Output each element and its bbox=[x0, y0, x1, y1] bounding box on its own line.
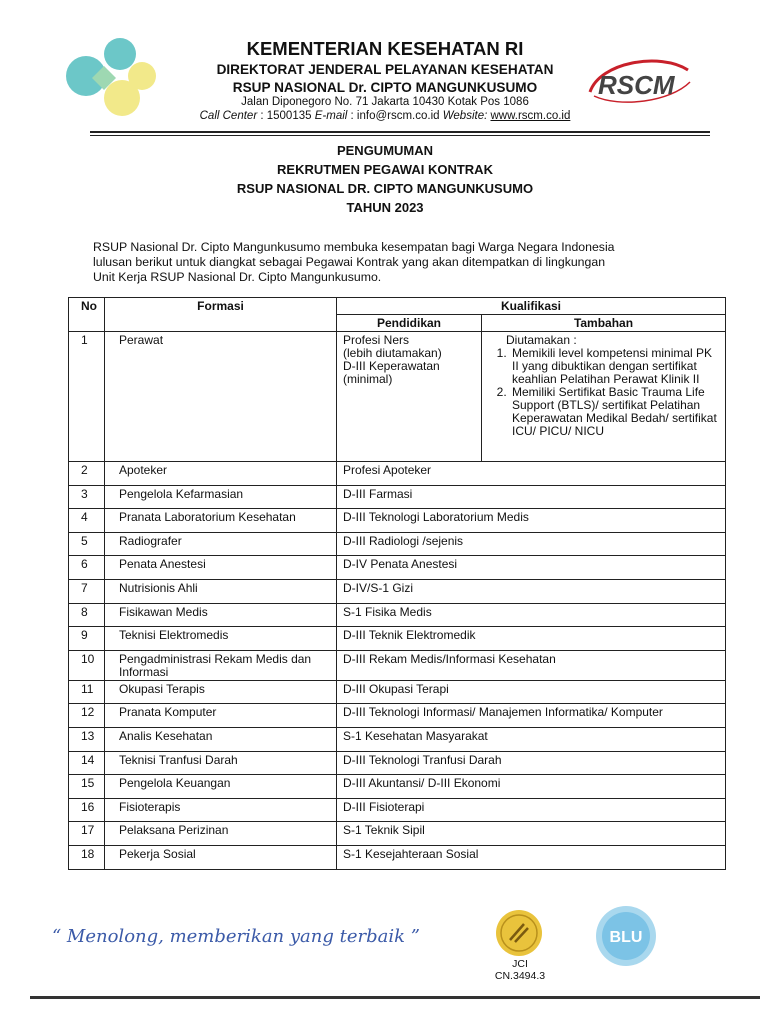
header-tambahan: Tambahan bbox=[482, 315, 726, 332]
announcement-year: TAHUN 2023 bbox=[346, 200, 424, 215]
footer-divider bbox=[30, 996, 760, 999]
cell-pendidikan: D-III Radiologi /sejenis bbox=[337, 532, 726, 556]
header-pendidikan: Pendidikan bbox=[337, 315, 482, 332]
table-row bbox=[69, 845, 726, 869]
pendidikan-line: (minimal) bbox=[343, 372, 393, 386]
cell-pendidikan: D-III Rekam Medis/Informasi Kesehatan bbox=[337, 650, 726, 680]
table-row bbox=[69, 627, 726, 651]
cell-pendidikan: S-1 Kesejahteraan Sosial bbox=[337, 845, 726, 869]
cell-formasi: Okupasi Terapis bbox=[105, 680, 337, 704]
table-row bbox=[69, 727, 726, 751]
cell-no: 15 bbox=[69, 775, 105, 799]
cell-formasi: Perawat bbox=[105, 332, 337, 462]
address: Jalan Diponegoro No. 71 Jakarta 10430 Kotak Pos 1086 bbox=[241, 96, 529, 108]
header-formasi: Formasi bbox=[105, 298, 337, 332]
cell-no: 6 bbox=[69, 556, 105, 580]
email-label: E-mail bbox=[314, 110, 348, 122]
cell-formasi: Fisioterapis bbox=[105, 798, 337, 822]
cell-pendidikan: D-III Teknologi Informasi/ Manajemen Informatika/ Komputer bbox=[337, 704, 726, 728]
cell-pendidikan: D-III Fisioterapi bbox=[337, 798, 726, 822]
cell-formasi: Penata Anestesi bbox=[105, 556, 337, 580]
table-row bbox=[69, 485, 726, 509]
cell-pendidikan: S-1 Fisika Medis bbox=[337, 603, 726, 627]
table-row bbox=[69, 798, 726, 822]
website-link[interactable]: www.rscm.co.id bbox=[490, 110, 571, 122]
hospital-name: RSUP NASIONAL Dr. CIPTO MANGUNKUSUMO bbox=[232, 80, 538, 95]
call-center-label: Call Center bbox=[199, 110, 258, 122]
cell-formasi: Pelaksana Perizinan bbox=[105, 822, 337, 846]
table-row bbox=[69, 556, 726, 580]
table-row bbox=[69, 704, 726, 728]
table-row bbox=[69, 751, 726, 775]
recruitment-table bbox=[68, 297, 726, 870]
rscm-logo bbox=[580, 52, 700, 108]
cell-no: 17 bbox=[69, 822, 105, 846]
announcement-title: PENGUMUMAN bbox=[336, 143, 434, 158]
cell-formasi: Pranata Komputer bbox=[105, 704, 337, 728]
cell-formasi: Nutrisionis Ahli bbox=[105, 579, 337, 603]
call-center-number: : 1500135 bbox=[260, 110, 312, 122]
cell-pendidikan: D-III Akuntansi/ D-III Ekonomi bbox=[337, 775, 726, 799]
table-row bbox=[69, 650, 726, 680]
cell-pendidikan: S-1 Teknik Sipil bbox=[337, 822, 726, 846]
table-row bbox=[69, 680, 726, 704]
cell-formasi: Pengadministrasi Rekam Medis dan Informasi bbox=[105, 650, 337, 680]
jci-code: CN.3494.3 bbox=[494, 970, 546, 982]
announcement-hospital: RSUP NASIONAL DR. CIPTO MANGUNKUSUMO bbox=[236, 181, 534, 196]
intro-line: Unit Kerja RSUP Nasional Dr. Cipto Mangunkusumo. bbox=[93, 270, 382, 284]
cell-formasi: Radiografer bbox=[105, 532, 337, 556]
tambahan-intro: Diutamakan : bbox=[506, 333, 577, 347]
cell-no: 12 bbox=[69, 704, 105, 728]
cell-formasi: Apoteker bbox=[105, 462, 337, 486]
cell-no: 8 bbox=[69, 603, 105, 627]
cell-no: 4 bbox=[69, 509, 105, 533]
table-row bbox=[69, 509, 726, 533]
tambahan-list bbox=[510, 347, 719, 438]
cell-pendidikan: S-1 Kesehatan Masyarakat bbox=[337, 727, 726, 751]
table-row bbox=[69, 532, 726, 556]
table-row bbox=[69, 775, 726, 799]
cell-formasi: Pranata Laboratorium Kesehatan bbox=[105, 509, 337, 533]
table-row bbox=[69, 603, 726, 627]
cell-tambahan bbox=[482, 332, 726, 462]
cell-no: 5 bbox=[69, 532, 105, 556]
cell-no: 10 bbox=[69, 650, 105, 680]
announcement-subtitle: REKRUTMEN PEGAWAI KONTRAK bbox=[277, 162, 493, 177]
cell-pendidikan: D-III Farmasi bbox=[337, 485, 726, 509]
table-row bbox=[69, 579, 726, 603]
intro-line: lulusan berikut untuk diangkat sebagai Pegawai Kontrak yang akan ditempatkan di lingkungan bbox=[93, 255, 606, 269]
cell-no: 16 bbox=[69, 798, 105, 822]
table-row bbox=[69, 822, 726, 846]
email-address: : info@rscm.co.id bbox=[350, 110, 440, 122]
contact-line bbox=[170, 110, 600, 122]
directorate-name: DIREKTORAT JENDERAL PELAYANAN KESEHATAN bbox=[216, 62, 554, 77]
cell-pendidikan: D-IV Penata Anestesi bbox=[337, 556, 726, 580]
table-row bbox=[69, 332, 726, 462]
pendidikan-line: Profesi Ners bbox=[343, 333, 410, 347]
cell-formasi: Teknisi Tranfusi Darah bbox=[105, 751, 337, 775]
cell-no: 9 bbox=[69, 627, 105, 651]
cell-pendidikan bbox=[337, 332, 482, 462]
header-no: No bbox=[69, 298, 105, 332]
cell-no: 18 bbox=[69, 845, 105, 869]
tambahan-item: 1. Memikili level kompetensi minimal PK II yang dibuktikan dengan sertifikat keahlian Pelatihan Perawat Klinik II bbox=[510, 347, 719, 386]
cell-no: 13 bbox=[69, 727, 105, 751]
pendidikan-line: (lebih diutamakan) bbox=[343, 346, 442, 360]
cell-no: 1 bbox=[69, 332, 105, 462]
kemenkes-logo bbox=[64, 36, 160, 120]
website-label: Website: bbox=[442, 110, 488, 122]
cell-formasi: Pengelola Kefarmasian bbox=[105, 485, 337, 509]
hospital-motto: “ Menolong, memberikan yang terbaik ” bbox=[52, 926, 420, 947]
cell-pendidikan: Profesi Apoteker bbox=[337, 462, 726, 486]
cell-pendidikan: D-III Teknologi Laboratorium Medis bbox=[337, 509, 726, 533]
cell-formasi: Analis Kesehatan bbox=[105, 727, 337, 751]
cell-no: 14 bbox=[69, 751, 105, 775]
cell-no: 2 bbox=[69, 462, 105, 486]
table-row bbox=[69, 462, 726, 486]
header-divider-thin bbox=[90, 135, 710, 136]
blu-logo-text: BLU bbox=[609, 929, 643, 946]
ministry-name: KEMENTERIAN KESEHATAN RI bbox=[246, 38, 524, 59]
cell-no: 3 bbox=[69, 485, 105, 509]
rscm-logo-text: RSCM bbox=[598, 70, 675, 100]
intro-paragraph bbox=[93, 240, 693, 285]
tambahan-item: 2. Memiliki Sertifikat Basic Trauma Life Support (BTLS)/ sertifikat Pelatihan Keperawatan Medikal Bedah/ sertifikat ICU/ PICU/ NICU bbox=[510, 386, 719, 438]
cell-pendidikan: D-III Teknik Elektromedik bbox=[337, 627, 726, 651]
cell-formasi: Teknisi Elektromedis bbox=[105, 627, 337, 651]
cell-pendidikan: D-III Teknologi Tranfusi Darah bbox=[337, 751, 726, 775]
cell-formasi: Pekerja Sosial bbox=[105, 845, 337, 869]
jci-label: JCI bbox=[512, 958, 528, 970]
cell-no: 11 bbox=[69, 680, 105, 704]
intro-line: RSUP Nasional Dr. Cipto Mangunkusumo membuka kesempatan bagi Warga Negara Indonesia bbox=[93, 240, 615, 254]
jci-caption bbox=[490, 958, 550, 982]
pendidikan-line: D-III Keperawatan bbox=[343, 359, 440, 373]
cell-pendidikan: D-III Okupasi Terapi bbox=[337, 680, 726, 704]
jci-accreditation-badge bbox=[494, 908, 544, 958]
cell-formasi: Fisikawan Medis bbox=[105, 603, 337, 627]
cell-no: 7 bbox=[69, 579, 105, 603]
blu-logo bbox=[594, 904, 658, 968]
header-kualifikasi: Kualifikasi bbox=[337, 298, 726, 315]
cell-formasi: Pengelola Keuangan bbox=[105, 775, 337, 799]
cell-pendidikan: D-IV/S-1 Gizi bbox=[337, 579, 726, 603]
header-divider bbox=[90, 131, 710, 133]
